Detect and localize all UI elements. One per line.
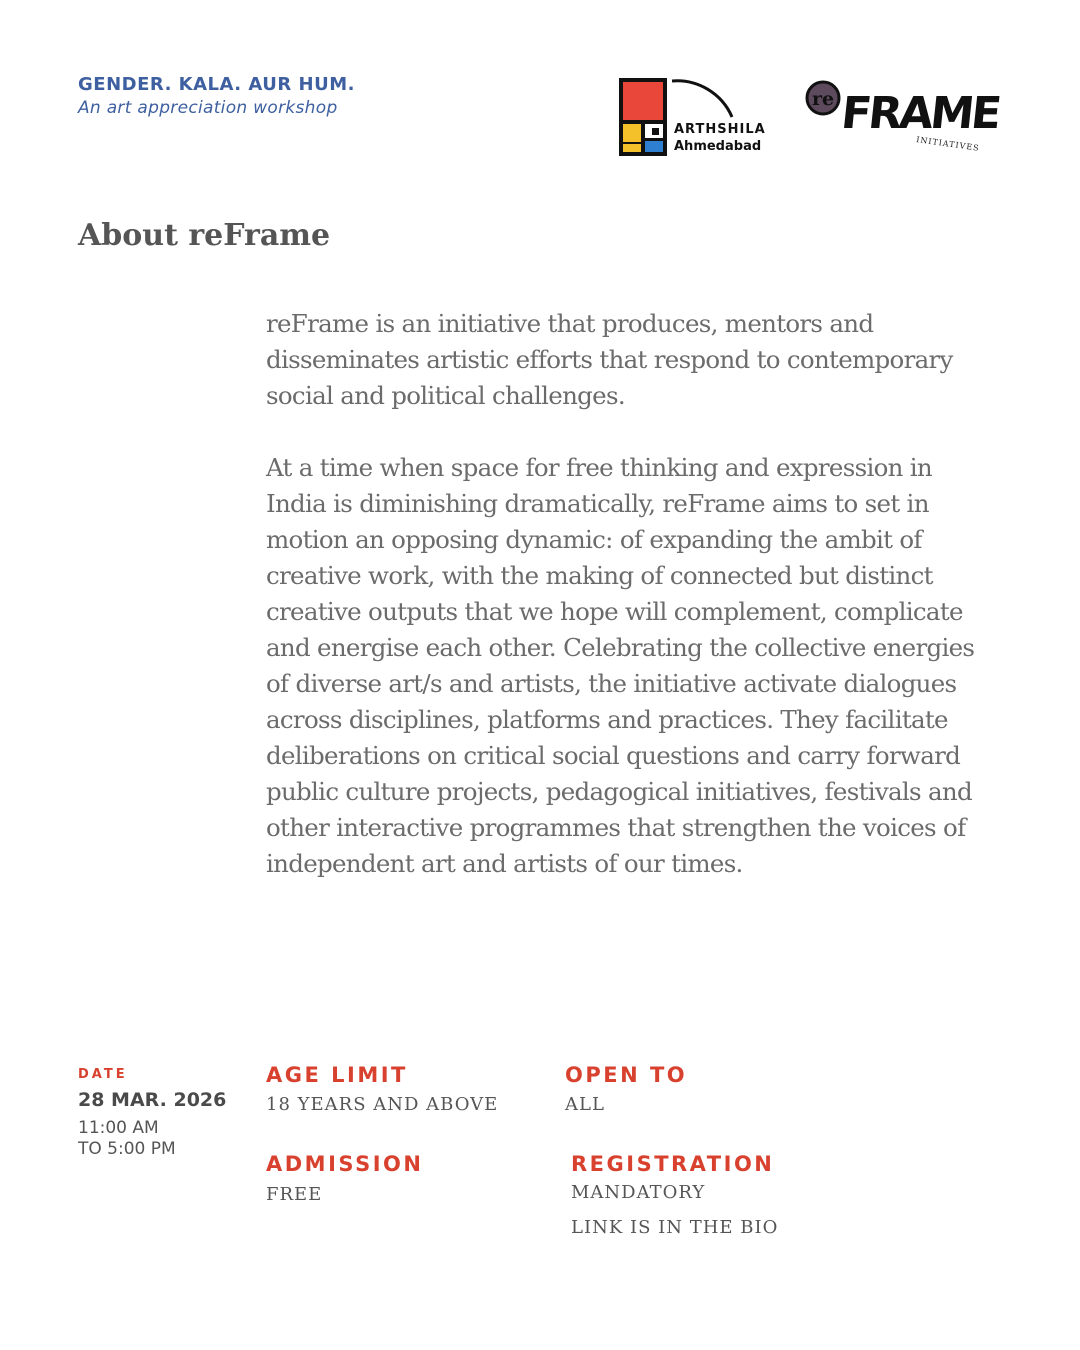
arthshila-name: ARTHSHILA [674,122,766,137]
reframe-logo [804,76,1001,158]
admission-label: ADMISSION [266,1152,424,1176]
about-paragraph-1: reFrame is an initiative that produces, mentors and disseminates artistic efforts that respond to contemporary social and political challenges. [266,309,953,410]
svg-text:re: re [811,88,835,110]
header-subtitle: An art appreciation workshop [78,98,338,118]
arthshila-city: Ahmedabad [674,139,762,154]
time-end: TO 5:00 PM [78,1139,176,1159]
date-label: DATE [78,1067,128,1082]
header-title: GENDER. KALA. AUR HUM. [78,74,355,95]
about-body [266,306,996,918]
age-limit-label: AGE LIMIT [266,1063,408,1087]
registration-label: REGISTRATION [571,1152,775,1176]
registration-note: LINK IS IN THE BIO [571,1217,779,1238]
svg-text:INITIATIVES: INITIATIVES [915,135,981,153]
open-to-value: ALL [565,1094,605,1115]
open-to-label: OPEN TO [565,1063,688,1087]
svg-text:FRAME: FRAME [838,88,1001,139]
age-limit-value: 18 YEARS AND ABOVE [266,1094,499,1115]
admission-value: FREE [266,1184,323,1205]
about-paragraph-2: At a time when space for free thinking and expression in India is diminishing dramatically, reFrame aims to set in motion an opposing dynamic: of expanding the ambit of creative work, with the making of connected but distinct creative outputs that we hope will complement, complicate and energise each other. Celebrating the collective energies of diverse art/s and artists, the initiative activate dialogues across disciplines, platforms and practices. They facilitate deliberations on critical social questions and carry forward public culture projects, pedagogical initiatives, festivals and other interactive programmes that strengthen the voices of independent art and artists of our times. [266,453,975,878]
section-title: About reFrame [78,218,331,253]
time-range [78,1118,176,1160]
registration-value: MANDATORY [571,1182,706,1203]
time-start: 11:00 AM [78,1118,159,1138]
date-value: 28 MAR. 2026 [78,1089,227,1111]
